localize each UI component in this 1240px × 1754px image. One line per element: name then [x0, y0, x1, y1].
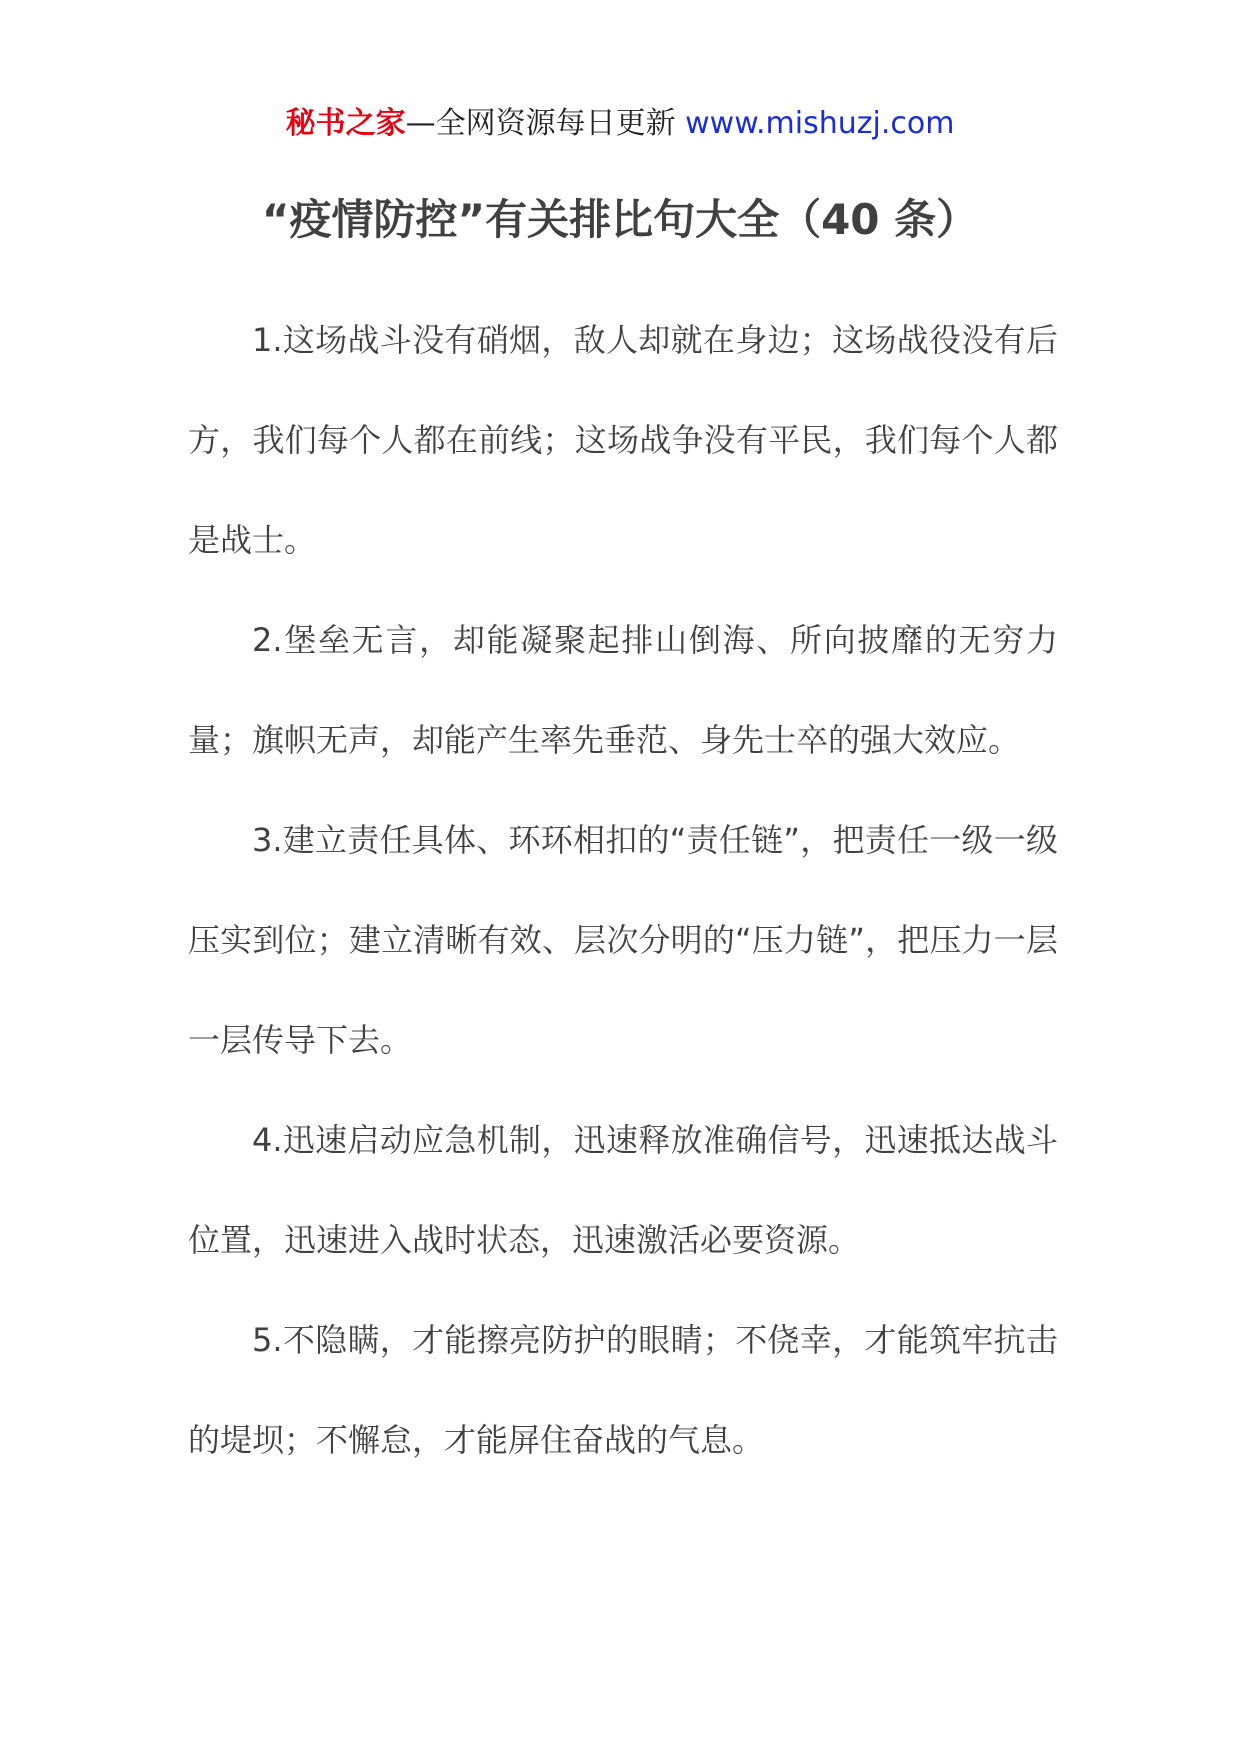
site-url-link[interactable]: www.mishuzj.com — [685, 106, 955, 141]
header-tagline: —全网资源每日更新 — [405, 106, 676, 141]
document-body — [188, 290, 1058, 1490]
paragraph-5: 5.不隐瞒，才能擦亮防护的眼睛；不侥幸，才能筑牢抗击的堤坝；不懈怠，才能屏住奋战的气息。 — [188, 1321, 1058, 1459]
paragraph-3: 3.建立责任具体、环环相扣的“责任链”，把责任一级一级压实到位；建立清晰有效、层次分明的“压力链”，把压力一层一层传导下去。 — [188, 821, 1058, 1059]
document-title: “疫情防控”有关排比句大全（40 条） — [261, 195, 979, 244]
paragraph-2: 2.堡垒无言，却能凝聚起排山倒海、所向披靡的无穷力量；旗帜无声，却能产生率先垂范、身先士卒的强大效应。 — [188, 621, 1058, 759]
brand-name: 秘书之家 — [285, 106, 406, 141]
paragraph-1: 1.这场战斗没有硝烟，敌人却就在身边；这场战役没有后方，我们每个人都在前线；这场战争没有平民，我们每个人都是战士。 — [188, 321, 1058, 559]
site-header — [0, 100, 1240, 148]
paragraph-4: 4.迅速启动应急机制，迅速释放准确信号，迅速抵达战斗位置，迅速进入战时状态，迅速激活必要资源。 — [188, 1121, 1058, 1259]
